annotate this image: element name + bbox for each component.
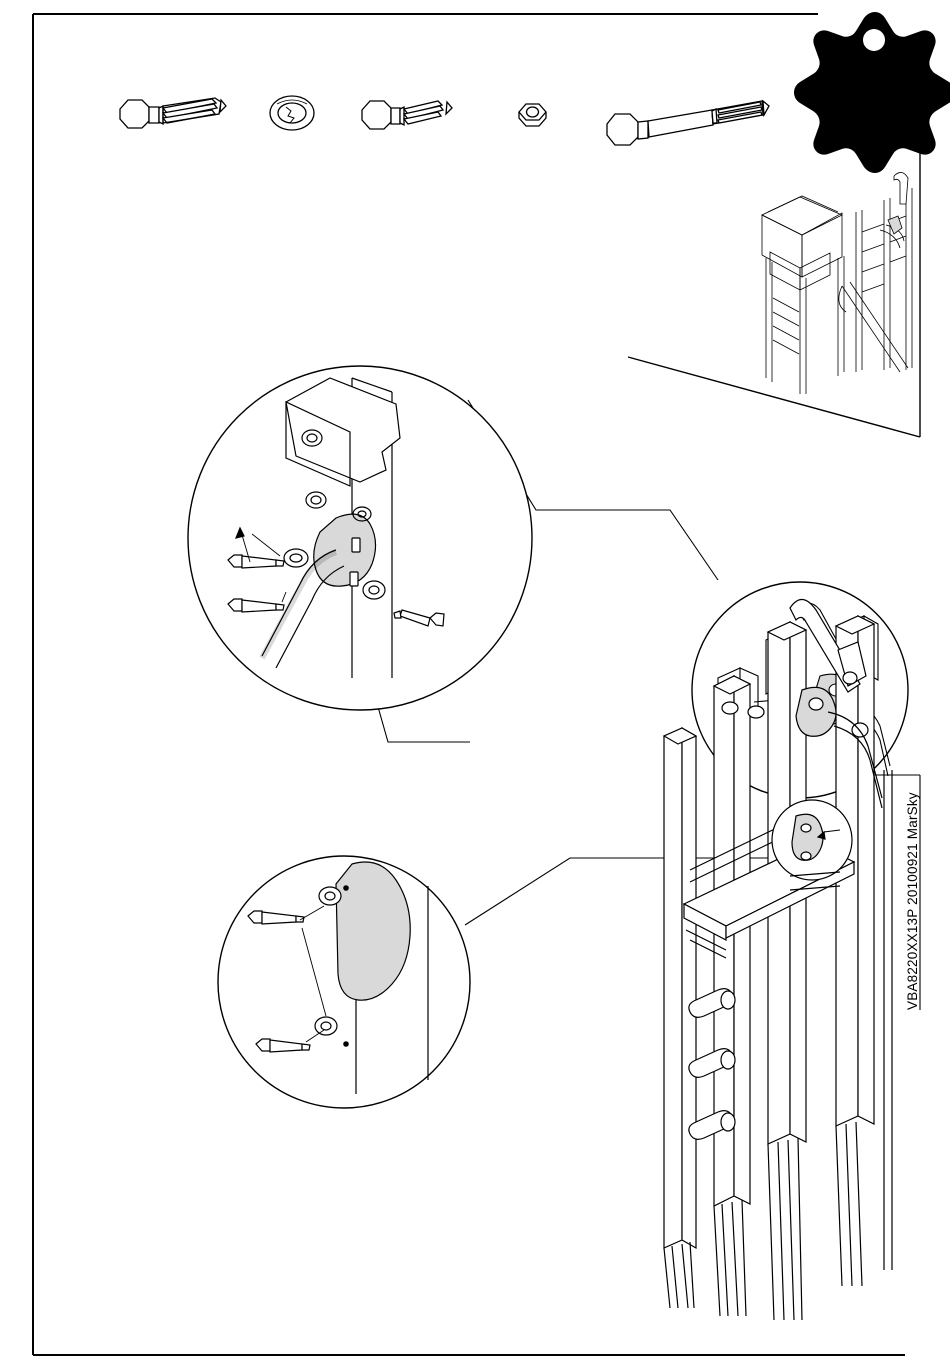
star-figure-logo xyxy=(794,12,950,173)
hardware-item-hex-nut xyxy=(519,104,546,126)
hardware-item-hex-head-bolt-extra-long xyxy=(607,101,769,145)
hardware-item-hex-head-lag-screw-short xyxy=(362,101,452,129)
hardware-item-plastic-cap-cover xyxy=(270,96,314,130)
document-code-label: VBA8220XX13P 20100921 MarSky xyxy=(905,792,920,1010)
hardware-item-hex-head-lag-screw-long xyxy=(120,98,226,128)
detail-circle-upper-bracket xyxy=(188,366,532,710)
detail-circle-lower-plate xyxy=(218,856,470,1108)
